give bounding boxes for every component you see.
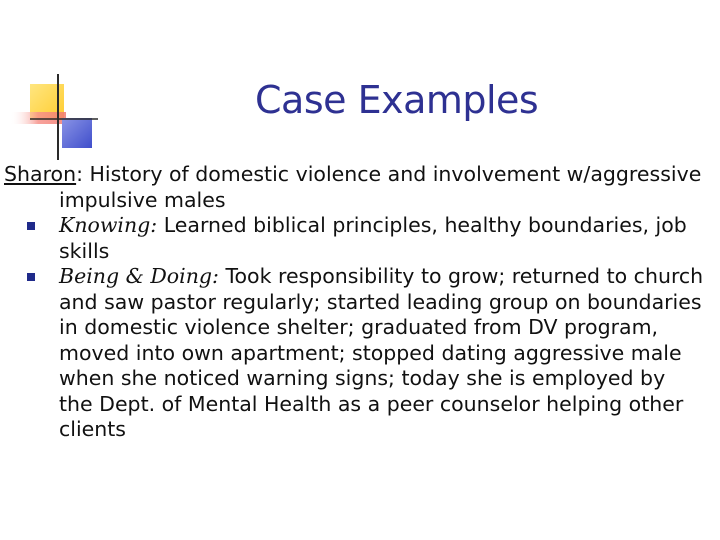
- case-name: Sharon: [4, 162, 77, 186]
- bullet-text-knowing: Learned biblical principles, healthy boundaries, job skills: [59, 213, 687, 263]
- bullet-being-doing: [4, 264, 704, 443]
- bullet-lead-knowing: Knowing:: [59, 213, 158, 237]
- square-bullet-icon: [27, 273, 35, 281]
- slide-body: [4, 162, 704, 443]
- bullet-knowing: [4, 213, 704, 264]
- case-intro: [4, 162, 704, 213]
- square-bullet-icon: [27, 222, 35, 230]
- bullet-lead-being-doing: Being & Doing:: [59, 264, 219, 288]
- case-intro-text: : History of domestic violence and involvement w/aggressive impulsive males: [59, 162, 702, 212]
- title-divider: [28, 145, 688, 146]
- slide-title: Case Examples: [255, 78, 539, 122]
- bullet-text-being-doing: Took responsibility to grow; returned to church and saw pastor regularly; started leading group on boundaries in domestic violence shelter; graduated from DV program, moved into own apartment; stopped dating aggressive male when she noticed warning signs; today she is employed by the Dept. of Mental Health as a peer counselor helping other clients: [59, 264, 704, 441]
